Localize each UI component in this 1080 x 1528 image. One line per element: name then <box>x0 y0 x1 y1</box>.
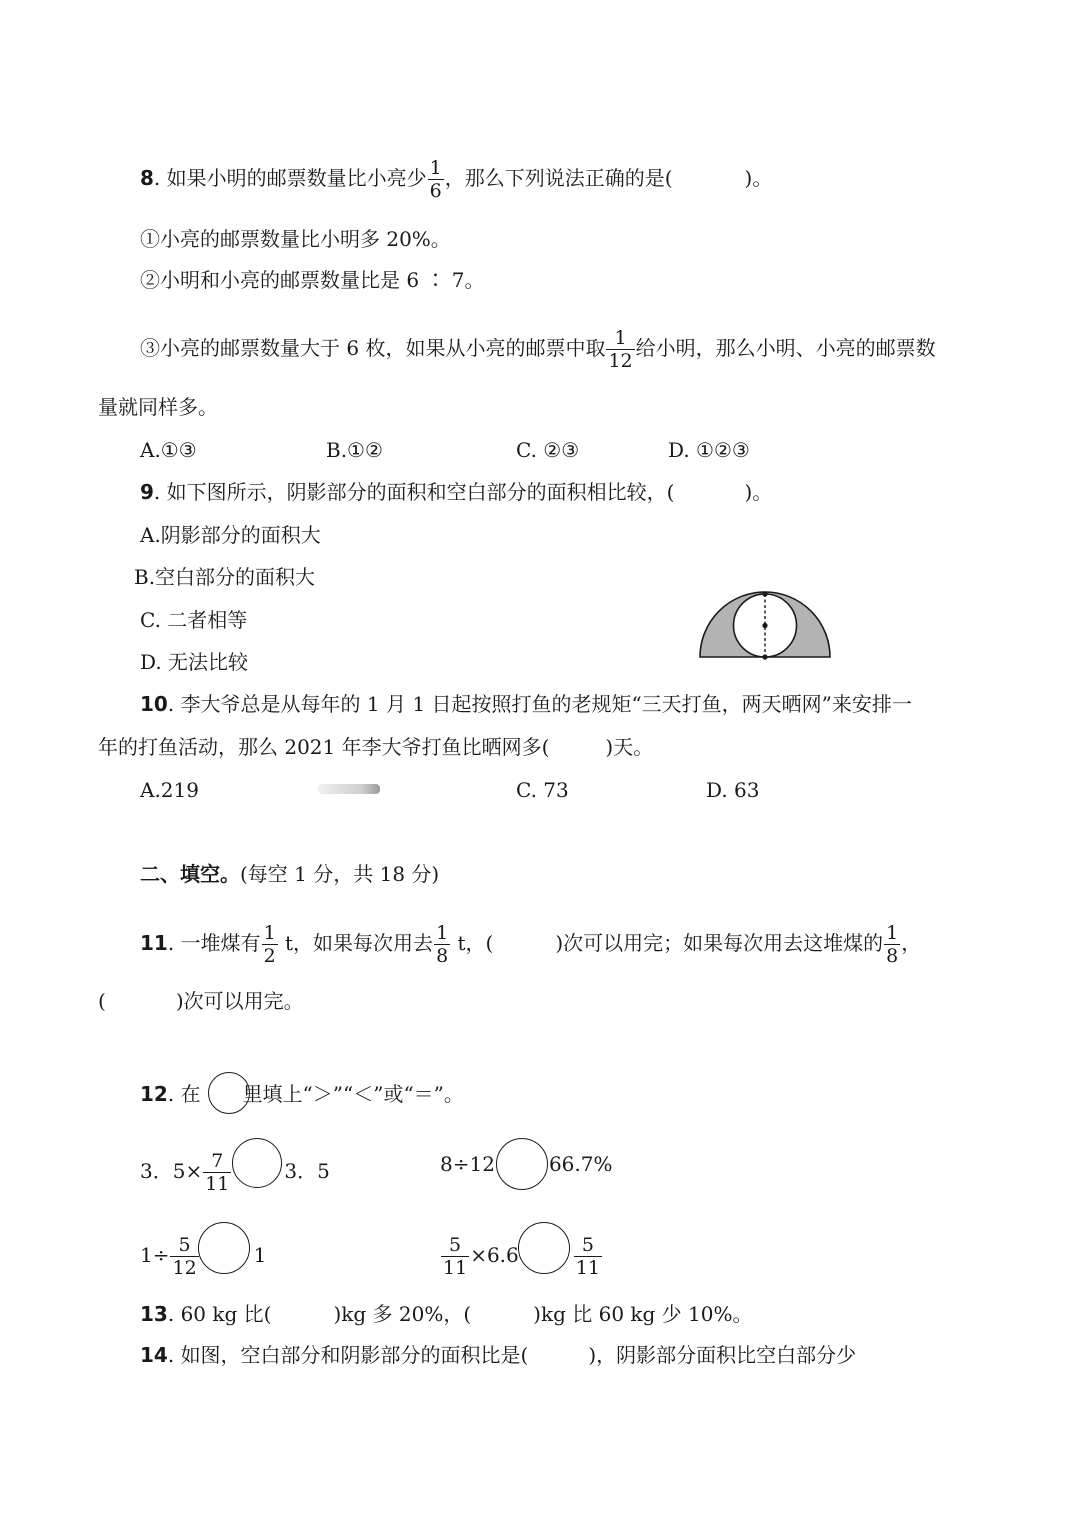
q10-option-b-redacted <box>318 784 380 794</box>
q12-e4-num: 5 <box>449 1234 462 1256</box>
q8-option-d[interactable]: D. ①②③ <box>668 438 750 462</box>
q11-f3-num: 1 <box>886 922 899 944</box>
q12-e1-den: 11 <box>205 1173 230 1195</box>
q11-f1-den: 2 <box>263 945 276 967</box>
q12-e3-den: 12 <box>172 1257 197 1279</box>
q9-dot: . <box>153 480 161 504</box>
q8-statement-2: ②小明和小亮的邮票数量比是 6 ∶ 7。 <box>140 268 485 292</box>
section-2-heading <box>140 860 439 888</box>
q8-s3-text-a: ③小亮的邮票数量大于 6 枚，如果从小亮的邮票中取 <box>140 336 606 360</box>
q13-text-c: )kg 比 60 kg 少 10%。 <box>533 1302 753 1326</box>
q11-text-b: t，如果每次用去 <box>278 931 434 955</box>
q8-s3-fraction <box>606 327 634 372</box>
q11-text-d: )次可以用完；如果每次用去这堆煤的 <box>555 931 884 955</box>
q12-e2-right: 66.7% <box>548 1152 613 1176</box>
q9-text: 如下图所示，阴影部分的面积和空白部分的面积相比较，( <box>166 480 675 504</box>
q10-number: 10 <box>140 692 168 716</box>
q12-e1-fraction <box>203 1150 231 1195</box>
q12-e3-left: 1÷ <box>140 1243 170 1267</box>
section-2-title: 二、填空。 <box>140 862 240 886</box>
q10-option-d[interactable]: D. 63 <box>706 778 760 802</box>
q11-number: 11 <box>140 931 168 955</box>
q9-semicircle-figure <box>698 590 832 662</box>
q14-text-b: )，阴影部分面积比空白部分少 <box>588 1343 857 1367</box>
q13-stem <box>140 1300 753 1328</box>
q12-number: 12 <box>140 1082 168 1106</box>
q10-cont-b: )天。 <box>605 735 654 759</box>
q11-stem <box>140 922 921 967</box>
q10-stem <box>140 690 912 718</box>
q12-stem <box>140 1080 464 1108</box>
q12-compare-circle-4[interactable] <box>518 1222 570 1274</box>
q14-text-a: 如图，空白部分和阴影部分的面积比是( <box>180 1343 529 1367</box>
q11-dot: . <box>167 931 175 955</box>
q12-text-b: 里填上“＞”“＜”或“＝”。 <box>242 1082 464 1106</box>
q12-e3-fraction <box>170 1234 198 1279</box>
q12-e4-num2: 5 <box>581 1234 594 1256</box>
q8-s3-frac-den: 12 <box>608 350 633 372</box>
q9-option-c[interactable]: C. 二者相等 <box>140 608 248 632</box>
q12-e3-right: 1 <box>253 1243 267 1267</box>
q8-stem <box>140 157 772 202</box>
q12-example-circle <box>208 1072 250 1114</box>
q11-cont-a: ( <box>98 989 106 1013</box>
q12-dot: . <box>167 1082 175 1106</box>
q12-e4-mult: ×6.6 <box>470 1243 519 1267</box>
q9-end: )。 <box>744 480 773 504</box>
q11-f2-den: 8 <box>436 945 449 967</box>
q8-s3-frac-num: 1 <box>614 327 627 349</box>
q12-e2-left: 8÷12 <box>440 1152 495 1176</box>
q8-fraction <box>428 157 444 202</box>
q8-dot: . <box>153 166 161 190</box>
q11-stem-continued <box>98 987 304 1015</box>
q13-number: 13 <box>140 1302 168 1326</box>
q12-e4-den2: 11 <box>575 1257 600 1279</box>
q11-text-c: t，( <box>451 931 494 955</box>
q13-text-b: )kg 多 20%，( <box>333 1302 472 1326</box>
section-2-note: (每空 1 分，共 18 分) <box>240 862 440 886</box>
q8-s3-text-b: 给小明，那么小明、小亮的邮票数 <box>635 336 936 360</box>
q8-statement-1: ①小亮的邮票数量比小明多 20%。 <box>140 227 451 251</box>
q12-e1-left: 3．5× <box>140 1159 203 1183</box>
q12-compare-circle-1[interactable] <box>232 1138 282 1188</box>
q12-compare-circle-2[interactable] <box>496 1138 548 1190</box>
q8-option-a[interactable]: A.①③ <box>140 438 197 462</box>
q9-option-a[interactable]: A.阴影部分的面积大 <box>140 523 321 547</box>
q10-option-a[interactable]: A.219 <box>140 778 199 802</box>
q9-option-d[interactable]: D. 无法比较 <box>140 650 249 674</box>
q8-text-c: )。 <box>744 166 773 190</box>
q9-number: 9 <box>140 480 154 504</box>
q8-option-b[interactable]: B.①② <box>326 438 383 462</box>
q10-cont-a: 年的打鱼活动，那么 2021 年李大爷打鱼比晒网多( <box>98 735 550 759</box>
q11-fraction-2 <box>434 922 450 967</box>
q12-e4-den: 11 <box>443 1257 468 1279</box>
q10-stem-continued <box>98 733 653 761</box>
q11-fraction-1 <box>262 922 278 967</box>
q8-option-c[interactable]: C. ②③ <box>516 438 580 462</box>
q10-dot: . <box>167 692 175 716</box>
q13-dot: . <box>167 1302 175 1326</box>
q10-text: 李大爷总是从每年的 1 月 1 日起按照打鱼的老规矩“三天打鱼，两天晒网”来安排一 <box>180 692 912 716</box>
q8-statement-3-continued: 量就同样多。 <box>98 395 218 419</box>
q12-compare-circle-3[interactable] <box>198 1222 250 1274</box>
q8-text-b: ，那么下列说法正确的是( <box>444 166 673 190</box>
q9-option-b[interactable]: B.空白部分的面积大 <box>134 565 316 589</box>
q10-option-c[interactable]: C. 73 <box>516 778 569 802</box>
q14-stem <box>140 1341 856 1369</box>
q11-fraction-3 <box>884 922 900 967</box>
q12-e4-fraction-1 <box>441 1234 469 1279</box>
q11-cont-b: )次可以用完。 <box>175 989 304 1013</box>
q11-f2-num: 1 <box>436 922 449 944</box>
q11-text-a: 一堆煤有 <box>180 931 261 955</box>
q8-number: 8 <box>140 166 154 190</box>
q8-frac-den: 6 <box>429 180 442 202</box>
q13-text-a: 60 kg 比( <box>180 1302 272 1326</box>
q14-number: 14 <box>140 1343 168 1367</box>
q11-f3-den: 8 <box>886 945 899 967</box>
q9-stem <box>140 478 772 506</box>
q8-statement-3 <box>140 327 936 372</box>
q12-e3-num: 5 <box>178 1234 191 1256</box>
q12-e4-fraction-2 <box>574 1234 602 1279</box>
q8-frac-num: 1 <box>429 157 442 179</box>
q8-text-a: 如果小明的邮票数量比小亮少 <box>166 166 427 190</box>
q11-text-e: ， <box>901 931 922 955</box>
q12-e1-num: 7 <box>211 1150 224 1172</box>
q14-dot: . <box>167 1343 175 1367</box>
q12-text-a: 在 <box>180 1082 201 1106</box>
q12-e1-right: 3．5 <box>284 1159 330 1183</box>
q11-f1-num: 1 <box>263 922 276 944</box>
